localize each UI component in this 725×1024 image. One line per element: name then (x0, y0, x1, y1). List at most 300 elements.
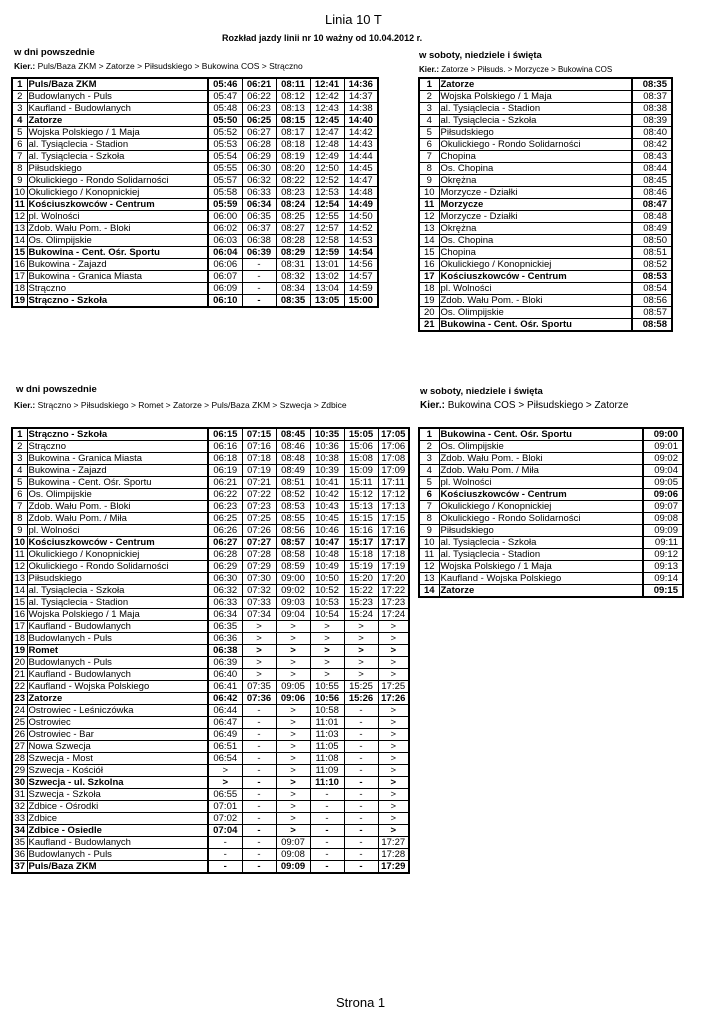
departure-time: > (378, 777, 409, 789)
departure-time: 06:29 (242, 151, 276, 163)
departure-time: 15:00 (344, 295, 378, 308)
stop-number: 16 (419, 259, 439, 271)
departure-time: - (242, 295, 276, 308)
departure-time: > (276, 741, 310, 753)
departure-time: 12:42 (310, 91, 344, 103)
departure-time: - (344, 837, 378, 849)
stop-name: Kaufland - Budowlanych (27, 837, 208, 849)
table-row (12, 801, 409, 813)
stop-name: Piłsudskiego (439, 525, 643, 537)
departure-time: 12:55 (310, 211, 344, 223)
departure-time: 06:41 (208, 681, 242, 693)
table-row (12, 441, 409, 453)
departure-time: - (242, 283, 276, 295)
stop-name: Zatorze (439, 585, 643, 598)
departure-time: - (344, 825, 378, 837)
stop-name: Wojska Polskiego / 1 Maja (27, 609, 208, 621)
stop-name: Zdob. Wału Pom. / Miła (27, 513, 208, 525)
stop-name: Zdbice - Osiedle (27, 825, 208, 837)
table-row (12, 609, 409, 621)
stop-name: Os. Olimpijskie (439, 441, 643, 453)
stop-name: Kościuszkowców - Centrum (27, 199, 208, 211)
stop-number: 32 (12, 801, 27, 813)
table-row (12, 199, 378, 211)
departure-time: 09:05 (643, 477, 683, 489)
table-row (12, 211, 378, 223)
departure-time: 10:43 (310, 501, 344, 513)
departure-time: 09:15 (643, 585, 683, 598)
stop-name: al. Tysiąclecia - Stadion (439, 549, 643, 561)
stop-number: 10 (419, 537, 439, 549)
departure-time: 08:53 (276, 501, 310, 513)
stop-name: Morzycze (439, 199, 632, 211)
stop-name: Zatorze (27, 115, 208, 127)
departure-time: 11:01 (310, 717, 344, 729)
departure-time: 17:06 (378, 441, 409, 453)
departure-time: 06:22 (208, 489, 242, 501)
table-row (12, 717, 409, 729)
stop-name: Bukowina - Granica Miasta (27, 453, 208, 465)
departure-time: 05:54 (208, 151, 242, 163)
stop-number: 16 (12, 259, 27, 271)
departure-time: 10:38 (310, 453, 344, 465)
departure-time: 14:38 (344, 103, 378, 115)
stop-name: Budowlanych - Puls (27, 91, 208, 103)
stop-name: Okulickiego / Konopnickiej (439, 501, 643, 513)
table-row (12, 525, 409, 537)
departure-time: 07:26 (242, 525, 276, 537)
departure-time: 14:49 (344, 199, 378, 211)
departure-time: 07:35 (242, 681, 276, 693)
stop-number: 10 (12, 187, 27, 199)
stop-number: 6 (12, 489, 27, 501)
stop-number: 18 (12, 633, 27, 645)
stop-name: Szwecja - ul. Szkolna (27, 777, 208, 789)
departure-time: 09:11 (643, 537, 683, 549)
stop-name: Piłsudskiego (27, 163, 208, 175)
departure-time: 09:05 (276, 681, 310, 693)
stop-name: Zdob. Wału Pom. / Miła (439, 465, 643, 477)
departure-time: - (310, 813, 344, 825)
departure-time: > (344, 669, 378, 681)
departure-time: 15:15 (344, 513, 378, 525)
departure-time: 08:48 (632, 211, 672, 223)
departure-time: 06:33 (242, 187, 276, 199)
departure-time: 14:45 (344, 163, 378, 175)
departure-time: 10:48 (310, 549, 344, 561)
departure-time: - (344, 861, 378, 874)
table-row (12, 621, 409, 633)
table-row (12, 861, 409, 874)
table-row (12, 151, 378, 163)
departure-time: 11:10 (310, 777, 344, 789)
stop-name: Budowlanych - Puls (27, 657, 208, 669)
departure-time: 08:51 (276, 477, 310, 489)
departure-time: > (378, 801, 409, 813)
departure-time: > (378, 621, 409, 633)
departure-time: 06:21 (208, 477, 242, 489)
departure-time: 07:32 (242, 585, 276, 597)
departure-time: 05:59 (208, 199, 242, 211)
departure-time: 15:06 (344, 441, 378, 453)
departure-time: > (208, 765, 242, 777)
departure-time: 09:08 (276, 849, 310, 861)
departure-time: 08:34 (276, 283, 310, 295)
table-row (12, 597, 409, 609)
table-row (12, 549, 409, 561)
table-row (12, 91, 378, 103)
table-row (12, 573, 409, 585)
departure-time: 10:55 (310, 681, 344, 693)
departure-time: - (242, 259, 276, 271)
stop-number: 5 (12, 127, 27, 139)
stop-number: 8 (12, 163, 27, 175)
stop-name: Kaufland - Budowlanych (27, 103, 208, 115)
stop-name: pl. Wolności (27, 211, 208, 223)
stop-number: 18 (419, 283, 439, 295)
departure-time: 06:22 (242, 91, 276, 103)
stop-number: 14 (419, 585, 439, 598)
stop-number: 13 (419, 223, 439, 235)
stop-number: 14 (419, 235, 439, 247)
departure-time: 10:39 (310, 465, 344, 477)
departure-time: 08:49 (276, 465, 310, 477)
departure-time: 17:29 (378, 861, 409, 874)
departure-time: 12:48 (310, 139, 344, 151)
departure-time: 09:02 (276, 585, 310, 597)
departure-time: 09:00 (276, 573, 310, 585)
stop-name: Okulickiego / Konopnickiej (439, 259, 632, 271)
page-title: Linia 10 T (325, 12, 382, 27)
departure-time: 06:04 (208, 247, 242, 259)
stop-number: 3 (419, 453, 439, 465)
table-row (419, 271, 672, 283)
table-row (12, 789, 409, 801)
departure-time: 10:52 (310, 585, 344, 597)
stop-name: Os. Olimpijskie (439, 307, 632, 319)
stop-number: 29 (12, 765, 27, 777)
departure-time: 14:53 (344, 235, 378, 247)
departure-time: 08:44 (632, 163, 672, 175)
departure-time: 06:42 (208, 693, 242, 705)
departure-time: 14:47 (344, 175, 378, 187)
departure-time: 07:15 (242, 428, 276, 441)
departure-time: 08:57 (276, 537, 310, 549)
stop-name: Okulickiego - Rondo Solidarności (27, 175, 208, 187)
departure-time: 08:28 (276, 235, 310, 247)
stop-name: Puls/Baza ZKM (27, 78, 208, 91)
stop-number: 4 (12, 115, 27, 127)
table-row (12, 175, 378, 187)
stop-name: Os. Olimpijskie (27, 235, 208, 247)
departure-time: > (378, 705, 409, 717)
departure-time: 17:17 (378, 537, 409, 549)
departure-time: 06:09 (208, 283, 242, 295)
departure-time: - (310, 861, 344, 874)
departure-time: 17:05 (378, 428, 409, 441)
departure-time: 09:02 (643, 453, 683, 465)
departure-time: 09:13 (643, 561, 683, 573)
table-row (419, 223, 672, 235)
stop-name: Os. Chopina (439, 235, 632, 247)
departure-time: 06:27 (208, 537, 242, 549)
departure-time: 10:45 (310, 513, 344, 525)
departure-time: > (276, 813, 310, 825)
departure-time: > (242, 621, 276, 633)
departure-time: 08:45 (632, 175, 672, 187)
table-row (12, 271, 378, 283)
departure-time: - (310, 801, 344, 813)
table-row (419, 235, 672, 247)
table-row (12, 585, 409, 597)
departure-time: > (242, 633, 276, 645)
stop-number: 2 (12, 441, 27, 453)
stop-number: 9 (12, 175, 27, 187)
table-row (419, 259, 672, 271)
stop-name: Okulickiego / Konopnickiej (27, 549, 208, 561)
departure-time: 08:58 (276, 549, 310, 561)
departure-time: > (378, 813, 409, 825)
departure-time: 15:09 (344, 465, 378, 477)
table-row (12, 813, 409, 825)
table-row (12, 465, 409, 477)
table-row (419, 513, 683, 525)
departure-time: 08:23 (276, 187, 310, 199)
stop-number: 16 (12, 609, 27, 621)
departure-time: - (310, 849, 344, 861)
stop-number: 30 (12, 777, 27, 789)
departure-time: 08:29 (276, 247, 310, 259)
departure-time: > (276, 669, 310, 681)
departure-time: > (378, 645, 409, 657)
departure-time: 12:53 (310, 187, 344, 199)
departure-time: 06:25 (242, 115, 276, 127)
departure-time: 07:02 (208, 813, 242, 825)
departure-time: - (344, 705, 378, 717)
table-row (419, 283, 672, 295)
departure-time: 08:42 (632, 139, 672, 151)
table-row (419, 139, 672, 151)
departure-time: 08:53 (632, 271, 672, 283)
table-row (12, 669, 409, 681)
stop-name: Okrężna (439, 175, 632, 187)
departure-time: 08:45 (276, 428, 310, 441)
table-row (419, 78, 672, 91)
departure-time: 14:57 (344, 271, 378, 283)
stop-number: 17 (12, 271, 27, 283)
stop-number: 25 (12, 717, 27, 729)
departure-time: 14:50 (344, 211, 378, 223)
departure-time: 08:20 (276, 163, 310, 175)
departure-time: 06:39 (242, 247, 276, 259)
departure-time: 10:49 (310, 561, 344, 573)
section4-heading: w soboty, niedziele i święta (420, 386, 543, 397)
table-row (419, 453, 683, 465)
section3-heading: w dni powszednie (16, 384, 97, 395)
departure-time: > (378, 633, 409, 645)
stop-name: Budowlanych - Puls (27, 849, 208, 861)
departure-time: 14:43 (344, 139, 378, 151)
stop-name: Kaufland - Budowlanych (27, 621, 208, 633)
stop-name: Bukowina - Zajazd (27, 259, 208, 271)
stop-number: 8 (419, 513, 439, 525)
departure-time: 08:35 (276, 295, 310, 308)
departure-time: 05:48 (208, 103, 242, 115)
departure-time: 06:40 (208, 669, 242, 681)
departure-time: - (344, 813, 378, 825)
stop-number: 4 (12, 465, 27, 477)
departure-time: 17:28 (378, 849, 409, 861)
stop-number: 4 (419, 465, 439, 477)
stop-number: 5 (419, 477, 439, 489)
stop-number: 26 (12, 729, 27, 741)
stop-name: Piłsudskiego (27, 573, 208, 585)
departure-time: 12:58 (310, 235, 344, 247)
stop-number: 8 (12, 513, 27, 525)
departure-time: 06:00 (208, 211, 242, 223)
stop-number: 23 (12, 693, 27, 705)
stop-number: 1 (12, 428, 27, 441)
departure-time: 15:19 (344, 561, 378, 573)
departure-time: 17:25 (378, 681, 409, 693)
departure-time: - (242, 825, 276, 837)
departure-time: 06:34 (242, 199, 276, 211)
departure-time: > (276, 753, 310, 765)
stop-number: 7 (419, 151, 439, 163)
departure-time: 07:19 (242, 465, 276, 477)
departure-time: 06:49 (208, 729, 242, 741)
departure-time: > (378, 657, 409, 669)
stop-number: 11 (12, 549, 27, 561)
departure-time: 09:03 (276, 597, 310, 609)
departure-time: 15:11 (344, 477, 378, 489)
departure-time: 05:53 (208, 139, 242, 151)
departure-time: 08:24 (276, 199, 310, 211)
table-row (12, 741, 409, 753)
departure-time: > (276, 765, 310, 777)
section1-heading: w dni powszednie (14, 47, 95, 58)
stop-number: 28 (12, 753, 27, 765)
stop-number: 7 (12, 501, 27, 513)
stop-number: 7 (12, 151, 27, 163)
departure-time: 10:36 (310, 441, 344, 453)
departure-time: 14:40 (344, 115, 378, 127)
table-row (12, 765, 409, 777)
departure-time: 08:59 (276, 561, 310, 573)
stop-number: 9 (419, 525, 439, 537)
departure-time: - (242, 789, 276, 801)
stop-name: Puls/Baza ZKM (27, 861, 208, 874)
stop-number: 10 (419, 187, 439, 199)
departure-time: 06:28 (208, 549, 242, 561)
departure-time: > (378, 741, 409, 753)
stop-number: 6 (419, 489, 439, 501)
stop-name: Okulickiego / Konopnickiej (27, 187, 208, 199)
departure-time: 08:58 (632, 319, 672, 332)
departure-time: 12:41 (310, 78, 344, 91)
table-row (12, 477, 409, 489)
departure-time: 14:54 (344, 247, 378, 259)
table-row (419, 187, 672, 199)
stop-number: 4 (419, 115, 439, 127)
stop-number: 13 (12, 573, 27, 585)
table-row (12, 235, 378, 247)
departure-time: > (378, 789, 409, 801)
departure-time: 06:23 (242, 103, 276, 115)
page-footer: Strona 1 (336, 995, 386, 1010)
stop-number: 1 (419, 78, 439, 91)
departure-time: 06:25 (208, 513, 242, 525)
departure-time: > (242, 645, 276, 657)
table-row (12, 78, 378, 91)
stop-number: 3 (419, 103, 439, 115)
stop-name: Morzycze - Działki (439, 211, 632, 223)
stop-name: Bukowina - Cent. Ośr. Sportu (27, 247, 208, 259)
departure-time: 15:17 (344, 537, 378, 549)
departure-time: 14:52 (344, 223, 378, 235)
stop-number: 3 (12, 103, 27, 115)
stop-name: Strączno - Szkoła (27, 295, 208, 308)
departure-time: 07:27 (242, 537, 276, 549)
departure-time: 07:23 (242, 501, 276, 513)
departure-time: 08:51 (632, 247, 672, 259)
departure-time: > (276, 705, 310, 717)
departure-time: > (276, 777, 310, 789)
departure-time: > (310, 633, 344, 645)
departure-time: 06:10 (208, 295, 242, 308)
departure-time: 08:25 (276, 211, 310, 223)
table-row (419, 127, 672, 139)
departure-time: > (344, 621, 378, 633)
departure-time: 09:04 (643, 465, 683, 477)
departure-time: 15:16 (344, 525, 378, 537)
table-row (12, 115, 378, 127)
departure-time: 09:04 (276, 609, 310, 621)
stop-name: Zdob. Wału Pom. - Bloki (439, 453, 643, 465)
stop-number: 6 (419, 139, 439, 151)
departure-time: 06:07 (208, 271, 242, 283)
stop-number: 2 (419, 441, 439, 453)
departure-time: 08:49 (632, 223, 672, 235)
departure-time: 07:30 (242, 573, 276, 585)
departure-time: - (242, 753, 276, 765)
departure-time: 08:46 (632, 187, 672, 199)
table-row (419, 428, 683, 441)
departure-time: 06:47 (208, 717, 242, 729)
departure-time: 08:27 (276, 223, 310, 235)
departure-time: - (344, 741, 378, 753)
stop-number: 13 (419, 573, 439, 585)
departure-time: 15:22 (344, 585, 378, 597)
stop-name: Piłsudskiego (439, 127, 632, 139)
table-row (419, 477, 683, 489)
departure-time: 17:24 (378, 609, 409, 621)
departure-time: 05:52 (208, 127, 242, 139)
departure-time: 12:49 (310, 151, 344, 163)
departure-time: 05:46 (208, 78, 242, 91)
departure-time: 15:12 (344, 489, 378, 501)
departure-time: - (208, 861, 242, 874)
departure-time: 06:15 (208, 428, 242, 441)
departure-time: 05:57 (208, 175, 242, 187)
departure-time: 12:47 (310, 127, 344, 139)
departure-time: - (344, 849, 378, 861)
table-row (12, 537, 409, 549)
stop-name: al. Tysiąclecia - Stadion (27, 597, 208, 609)
table-row (12, 103, 378, 115)
departure-time: 07:28 (242, 549, 276, 561)
stop-name: Kaufland - Budowlanych (27, 669, 208, 681)
